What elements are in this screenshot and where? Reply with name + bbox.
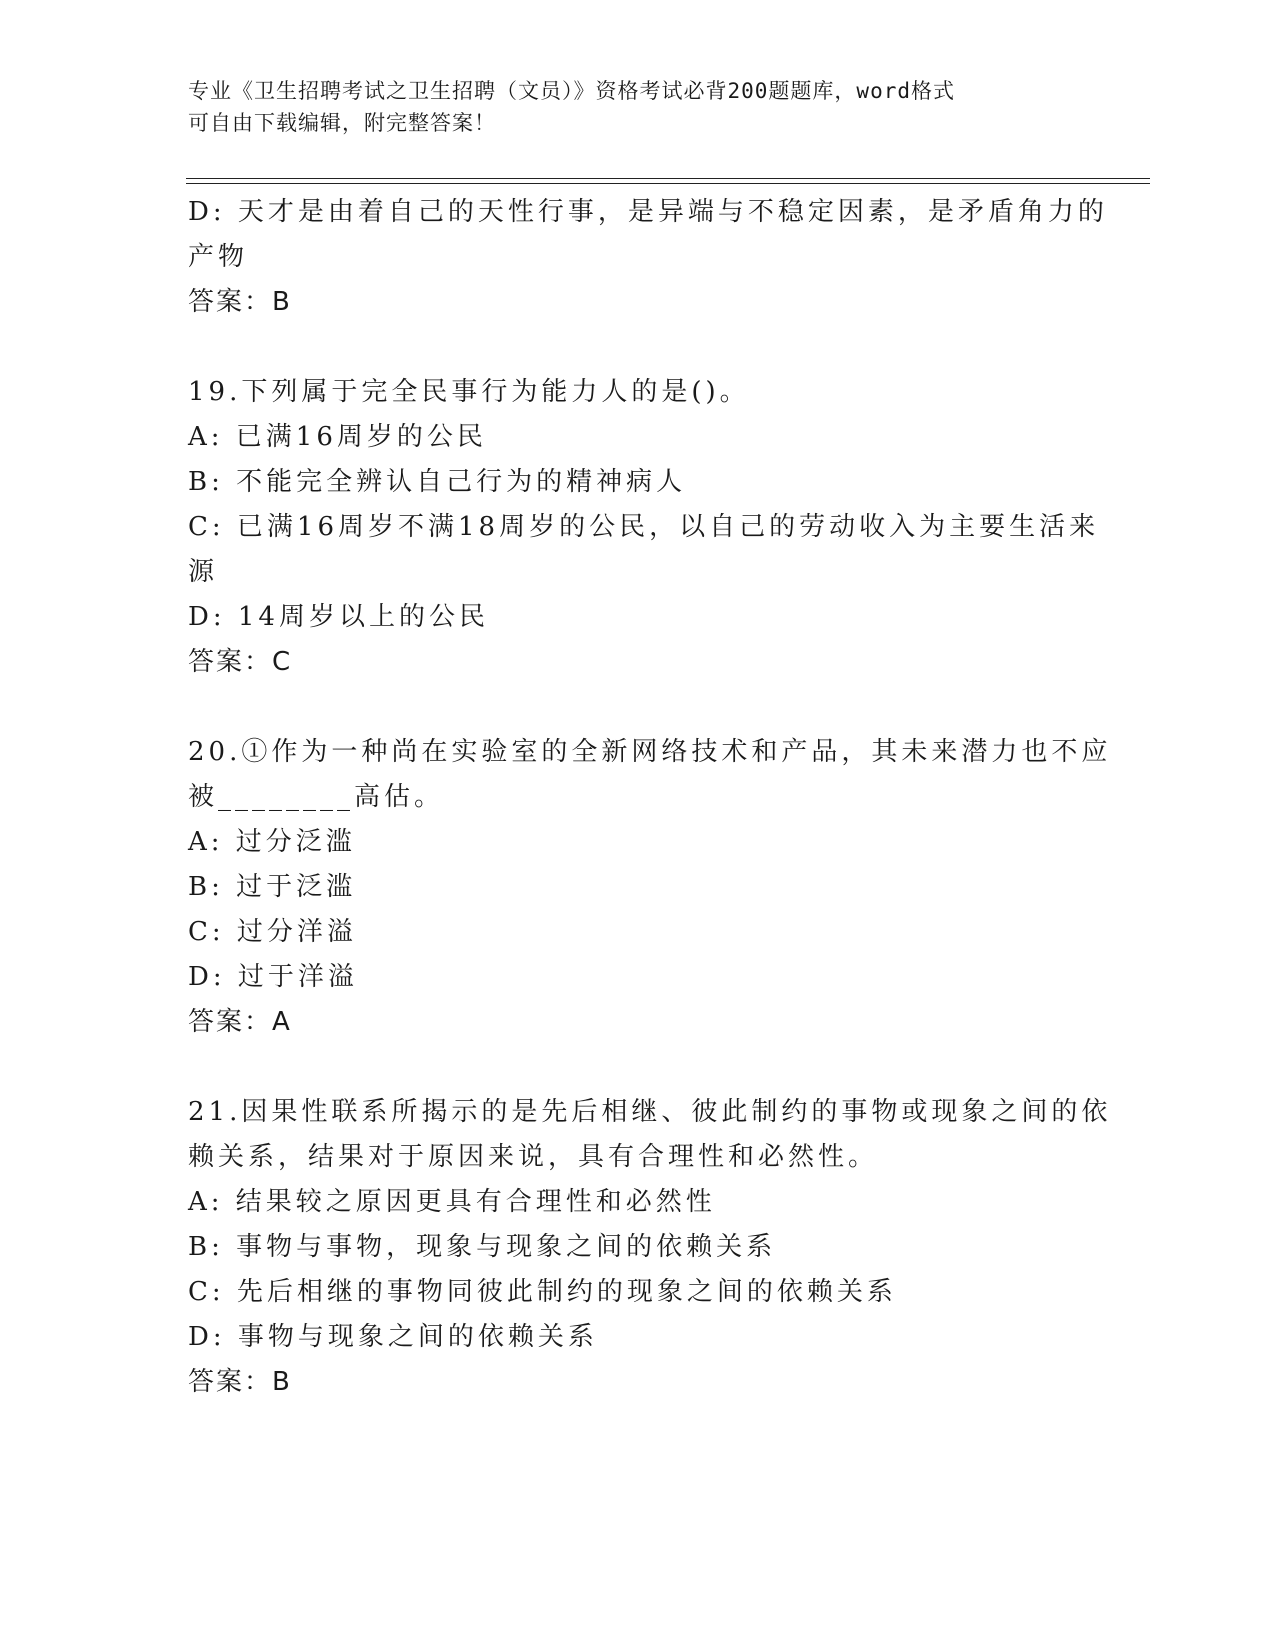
question-19 <box>188 370 1100 685</box>
q19-option-a: A: 已满16周岁的公民 <box>188 422 487 452</box>
q20-option-d: D: 过于洋溢 <box>188 962 358 992</box>
question-20 <box>188 730 1112 1045</box>
q20-answer: 答案：A <box>188 1007 292 1037</box>
q21-question-line-1: 21.因果性联系所揭示的是先后相继、彼此制约的事物或现象之间的依 <box>188 1097 1112 1127</box>
q19-option-b: B: 不能完全辨认自己行为的精神病人 <box>188 467 687 497</box>
header-line-1: 专业《卫生招聘考试之卫生招聘（文员）》资格考试必背200题题库，word格式 <box>188 79 955 103</box>
document-body <box>188 190 1112 1405</box>
question-21 <box>188 1090 1112 1405</box>
q18-option-d-line-1: D: 天才是由着自己的天性行事，是异端与不稳定因素，是矛盾角力的 <box>188 197 1108 227</box>
q18-option-d-line-2: 产物 <box>188 242 249 272</box>
q20-option-c: C: 过分洋溢 <box>188 917 357 947</box>
spacer <box>188 325 1088 370</box>
header-rule-bottom <box>186 183 1150 184</box>
spacer <box>188 685 1088 730</box>
spacer <box>188 1045 1088 1090</box>
q19-answer: 答案：C <box>188 647 293 677</box>
page-header <box>188 75 1078 139</box>
q21-option-b: B: 事物与事物，现象与现象之间的依赖关系 <box>188 1232 777 1262</box>
header-line-2: 可自由下载编辑，附完整答案！ <box>188 111 496 135</box>
q20-question-line-2: 被________高估。 <box>188 782 445 812</box>
q19-option-c-line-2: 源 <box>188 557 219 587</box>
q20-option-b: B: 过于泛滥 <box>188 872 357 902</box>
q18-answer: 答案：B <box>188 287 292 317</box>
q21-option-a: A: 结果较之原因更具有合理性和必然性 <box>188 1187 716 1217</box>
question-18-fragment <box>188 190 1108 325</box>
q21-option-c: C: 先后相继的事物同彼此制约的现象之间的依赖关系 <box>188 1277 897 1307</box>
q19-option-d: D: 14周岁以上的公民 <box>188 602 489 632</box>
q19-option-c-line-1: C: 已满16周岁不满18周岁的公民，以自己的劳动收入为主要生活来 <box>188 512 1100 542</box>
q19-question: 19.下列属于完全民事行为能力人的是()。 <box>188 377 750 407</box>
q21-answer: 答案：B <box>188 1367 292 1397</box>
q20-question-line-1: 20.①作为一种尚在实验室的全新网络技术和产品，其未来潜力也不应 <box>188 737 1112 767</box>
q20-option-a: A: 过分泛滥 <box>188 827 356 857</box>
q21-option-d: D: 事物与现象之间的依赖关系 <box>188 1322 598 1352</box>
q21-question-line-2: 赖关系，结果对于原因来说，具有合理性和必然性。 <box>188 1142 879 1172</box>
header-rule-top <box>186 178 1150 179</box>
